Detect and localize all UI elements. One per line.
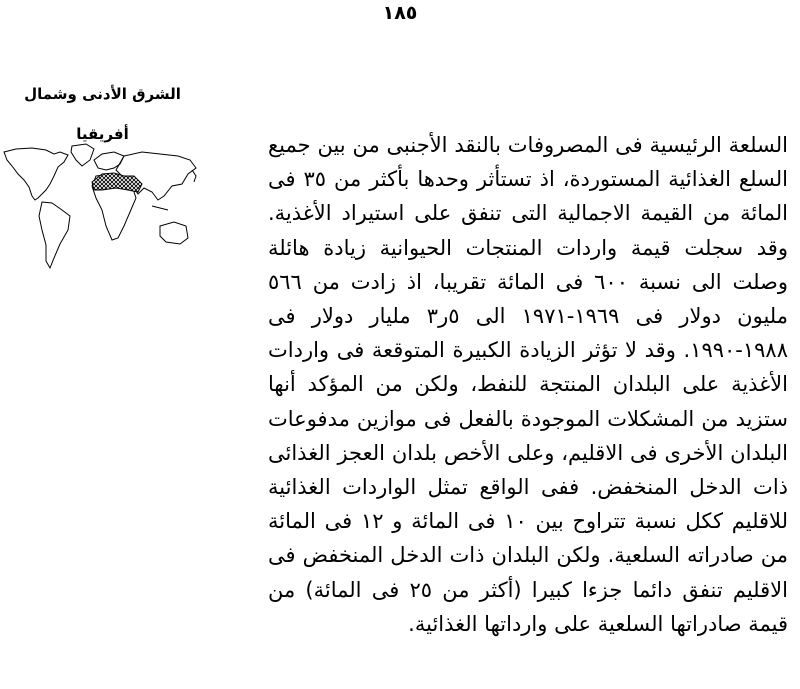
body-paragraph: السلعة الرئيسية فى المصروفات بالنقد الأجنبى من بين جميع السلع الغذائية المستوردة، اذ تستأثر وحدها بأكثر من ٣٥ فى المائة من القيمة الاجمالية التى تنفق على استيراد الأغذية. وقد سجلت قيمة واردات المنتجات الحيوانية زيادة هائلة وصلت الى نسبة ٦٠٠ فى المائة تقريبا، اذ زادت من ٥٦٦ مليون دولار فى ١٩٦٩-١٩٧١ الى ٥ر٣ مليار دولار فى ١٩٨٨-١٩٩٠. وقد لا تؤثر الزيادة الكبيرة المتوقعة فى واردات الأغذية على البلدان المنتجة للنفط، ولكن من المؤكد أنها ستزيد من المشكلات الموجودة بالفعل فى موازين مدفوعات البلدان الأخرى فى الاقليم، وعلى الأخص بلدان العجز الغذائى ذات الدخل المنخفض. ففى الواقع تمثل الواردات الغذائية للاقليم ككل نسبة تتراوح بين ١٠ فى المائة و ١٢ فى المائة من صادراته السلعية. ولكن البلدان ذات الدخل المنخفض فى الاقليم تنفق دائما جزءا كبيرا (أكثر من ٢٥ فى المائة) من قيمة صادراتها السلعية على وارداتها الغذائية. — [268, 133, 789, 636]
page-number: ١٨٥ — [382, 2, 418, 24]
region-caption-line2: أفريقيا — [76, 125, 129, 143]
world-map-icon — [2, 140, 202, 285]
region-caption-line1: الشرق الأدنى وشمال — [24, 85, 181, 103]
